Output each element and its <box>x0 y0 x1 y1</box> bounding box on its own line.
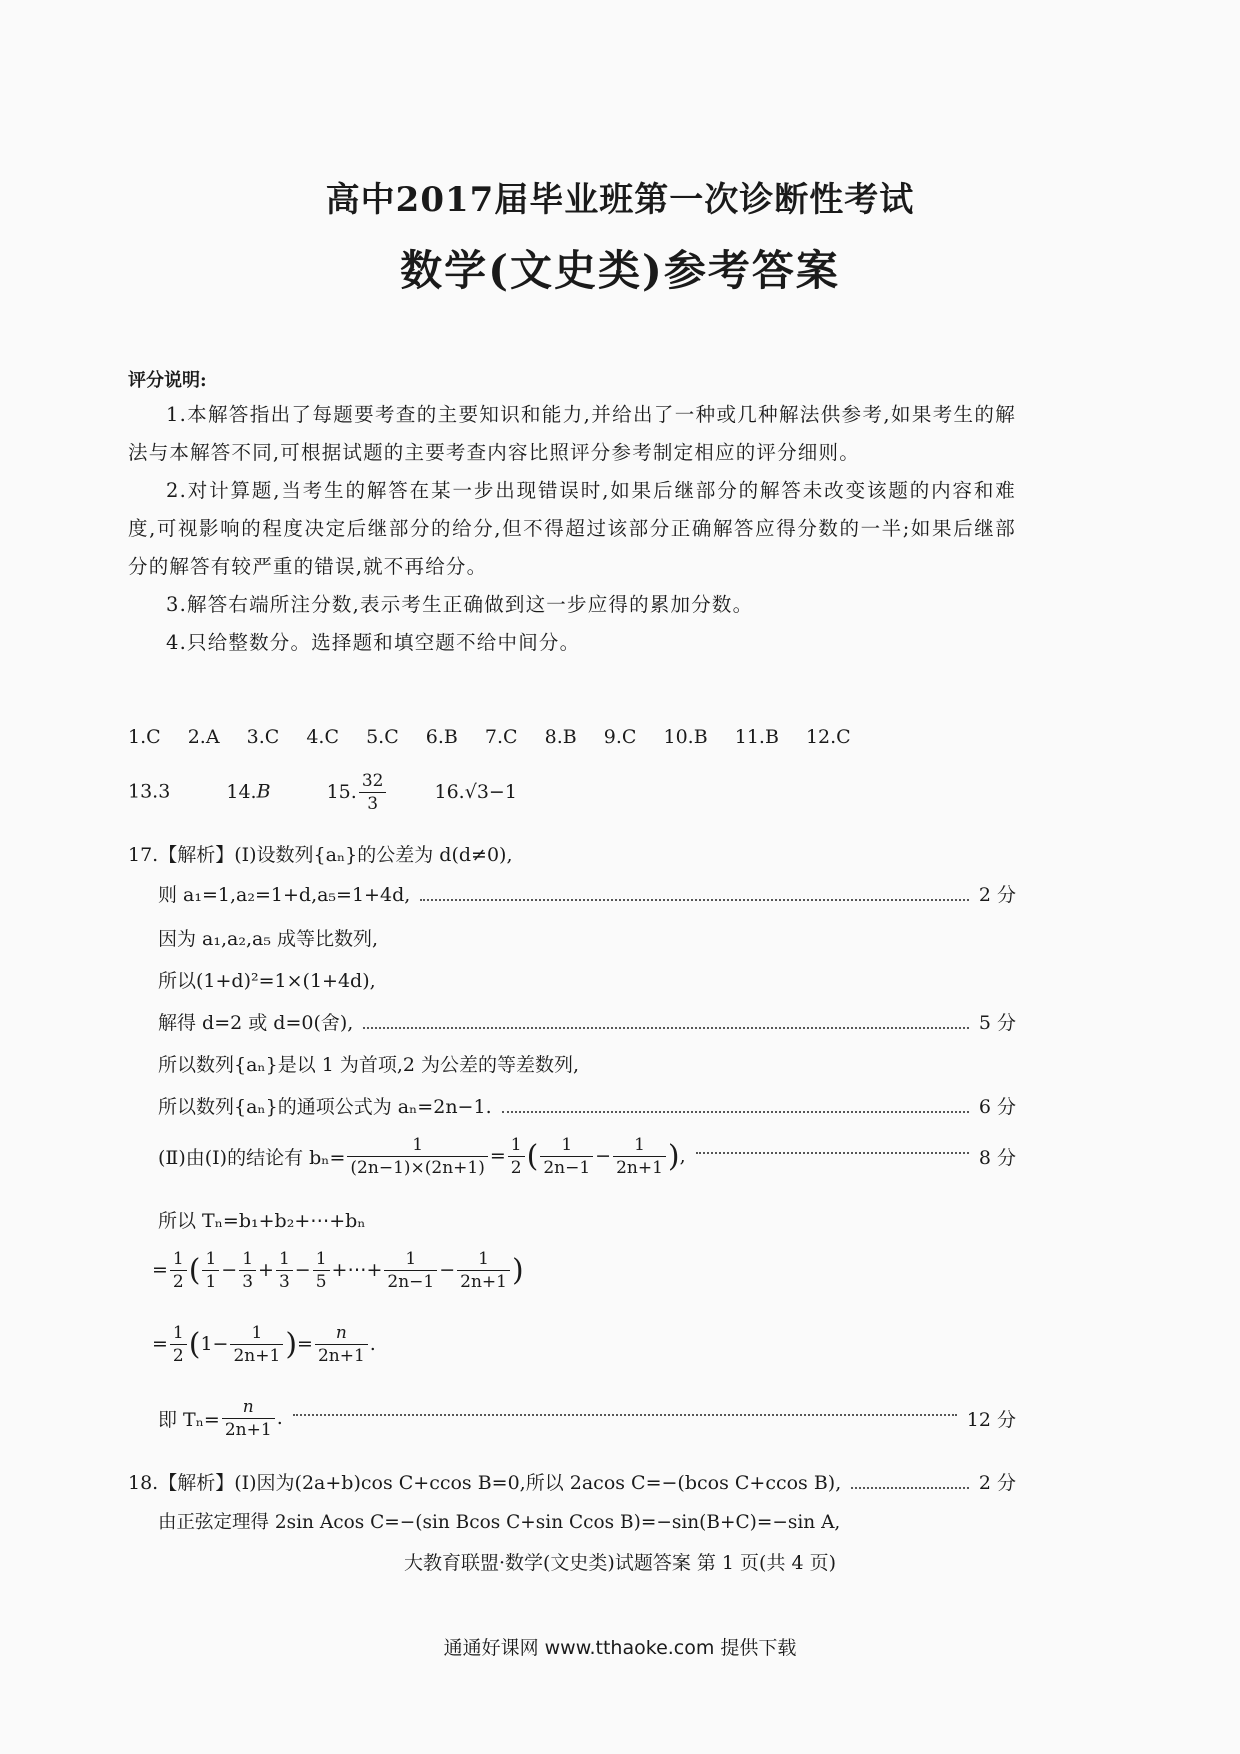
fraction: $\frac{1}{1}$ <box>202 1248 219 1293</box>
q17-line-7: (Ⅱ)由(Ⅰ)的结论有 bₙ= $\frac{1}{(2n-1)\times(2n+1)}$ = $\frac{1}{2}$ ( $\frac{1}{2n-1}$ − $\frac{1}{2n+1}$ ) , 8 分 <box>158 1134 1016 1178</box>
answer-8: 8.B <box>544 726 577 748</box>
leader-dots <box>420 899 969 901</box>
leader-dots <box>851 1487 969 1489</box>
score-mark: 2 分 <box>978 1472 1016 1494</box>
answer-1: 1.C <box>128 726 161 748</box>
download-source: 通通好课网 www.tthaoke.com 提供下载 <box>443 1637 797 1659</box>
answer-14-value: B <box>256 780 271 803</box>
grading-note-3: 3.解答右端所注分数,表示考生正确做到这一步应得的累加分数。 <box>166 593 754 616</box>
fraction: $\frac{n}{2n+1}$ <box>315 1322 368 1367</box>
fraction: $\frac{1}{3}$ <box>239 1248 256 1293</box>
answer-12: 12.C <box>805 726 851 748</box>
q17-line-11: 即 Tₙ= $\frac{n}{2n+1}$ . 12 分 <box>158 1396 1016 1440</box>
answer-11: 11.B <box>734 726 779 748</box>
answer-7: 7.C <box>484 726 518 748</box>
q17-line-10: = $\frac{1}{2}$ ( 1− $\frac{1}{2n+1}$ ) = $\frac{n}{2n+1}$ . <box>152 1322 376 1366</box>
leader-dots <box>293 1414 957 1416</box>
answer-15-fraction: $\frac{32}{3}$ <box>359 770 387 815</box>
answer-10: 10.B <box>663 726 708 748</box>
q17-line-8: 所以 Tₙ=b₁+b₂+⋯+bₙ <box>158 1210 366 1232</box>
q17-line-3: 所以(1+d)²=1×(1+4d), <box>158 970 376 992</box>
grading-note-4: 4.只给整数分。选择题和填空题不给中间分。 <box>166 631 581 654</box>
answer-16: 16.√3−1 <box>434 780 517 803</box>
q17-line-5: 所以数列{aₙ}是以 1 为首项,2 为公差的等差数列, <box>158 1054 580 1076</box>
fraction: $\frac{1}{(2n-1)\times(2n+1)}$ <box>347 1134 487 1179</box>
score-mark: 12 分 <box>966 1408 1016 1431</box>
fraction: $\frac{1}{2}$ <box>508 1134 525 1179</box>
document-subtitle: 数学(文史类)参考答案 <box>400 246 840 295</box>
answer-13: 13.3 <box>128 780 171 803</box>
score-mark: 8 分 <box>978 1146 1016 1169</box>
answer-9: 9.C <box>603 726 637 748</box>
fraction: $\frac{1}{2}$ <box>170 1322 187 1367</box>
fraction: $\frac{1}{2}$ <box>170 1248 187 1293</box>
q17-line-4: 解得 d=2 或 d=0(舍), 5 分 <box>158 1008 1016 1038</box>
q17-line-2: 因为 a₁,a₂,a₅ 成等比数列, <box>158 928 379 950</box>
q18-line-1: 18.【解析】(Ⅰ)因为(2a+b)cos C+ccos B=0,所以 2acos C=−(bcos C+ccos B), 2 分 <box>128 1468 1016 1498</box>
q18-line-2: 由正弦定理得 2sin Acos C=−(sin Bcos C+sin Ccos B)=−sin(B+C)=−sin A, <box>158 1512 841 1533</box>
q17-intro: 17.【解析】(Ⅰ)设数列{aₙ}的公差为 d(d≠0), <box>128 844 513 866</box>
grading-note-2: 2.对计算题,当考生的解答在某一步出现错误时,如果后继部分的解答未改变该题的内容和难度,可视影响的程度决定后继部分的给分,但不得超过该部分正确解答应得分数的一半;如果后继部分的解答有较严重的错误,就不再给分。 <box>128 479 1016 578</box>
page-footer: 大教育联盟·数学(文史类)试题答案 第 1 页(共 4 页) <box>403 1552 837 1574</box>
leader-dots <box>502 1111 969 1113</box>
answer-15-number: 15. <box>326 780 357 803</box>
q17-line-1: 则 a₁=1,a₂=1+d,a₅=1+4d, 2 分 <box>158 880 1016 910</box>
leader-dots <box>696 1152 969 1154</box>
leader-dots <box>363 1027 969 1029</box>
fraction: $\frac{n}{2n+1}$ <box>222 1396 275 1441</box>
q17-line-6: 所以数列{aₙ}的通项公式为 aₙ=2n−1. 6 分 <box>158 1092 1016 1122</box>
choice-answers <box>128 726 872 748</box>
answer-14-number: 14. <box>226 780 257 803</box>
fraction: $\frac{1}{2n-1}$ <box>540 1134 593 1179</box>
answer-2: 2.A <box>187 726 220 748</box>
fill-answers <box>128 770 517 815</box>
fraction: $\frac{1}{3}$ <box>276 1248 293 1293</box>
answer-4: 4.C <box>306 726 340 748</box>
fraction: $\frac{1}{2n+1}$ <box>613 1134 666 1179</box>
score-mark: 6 分 <box>978 1096 1016 1118</box>
fraction: $\frac{1}{2n+1}$ <box>230 1322 283 1367</box>
fraction: $\frac{1}{2n-1}$ <box>384 1248 437 1293</box>
grading-note-1: 1.本解答指出了每题要考查的主要知识和能力,并给出了一种或几种解法供参考,如果考生的解法与本解答不同,可根据试题的主要考查内容比照评分参考制定相应的评分细则。 <box>128 403 1016 464</box>
q17-line-9: = $\frac{1}{2}$ ( $\frac{1}{1}$ − $\frac{1}{3}$ + $\frac{1}{3}$ − $\frac{1}{5}$ +⋯+ $\frac{1}{2n-1}$ − $\frac{1}{2n+1}$ ) <box>152 1248 524 1292</box>
answer-3: 3.C <box>246 726 280 748</box>
answer-5: 5.C <box>366 726 399 748</box>
grading-notes-heading: 评分说明: <box>128 370 207 391</box>
score-mark: 2 分 <box>978 884 1016 906</box>
answer-6: 6.B <box>425 726 458 748</box>
fraction: $\frac{1}{5}$ <box>313 1248 330 1293</box>
document-title: 高中2017届毕业班第一次诊断性考试 <box>325 180 915 220</box>
score-mark: 5 分 <box>978 1012 1016 1034</box>
fraction: $\frac{1}{2n+1}$ <box>457 1248 510 1293</box>
